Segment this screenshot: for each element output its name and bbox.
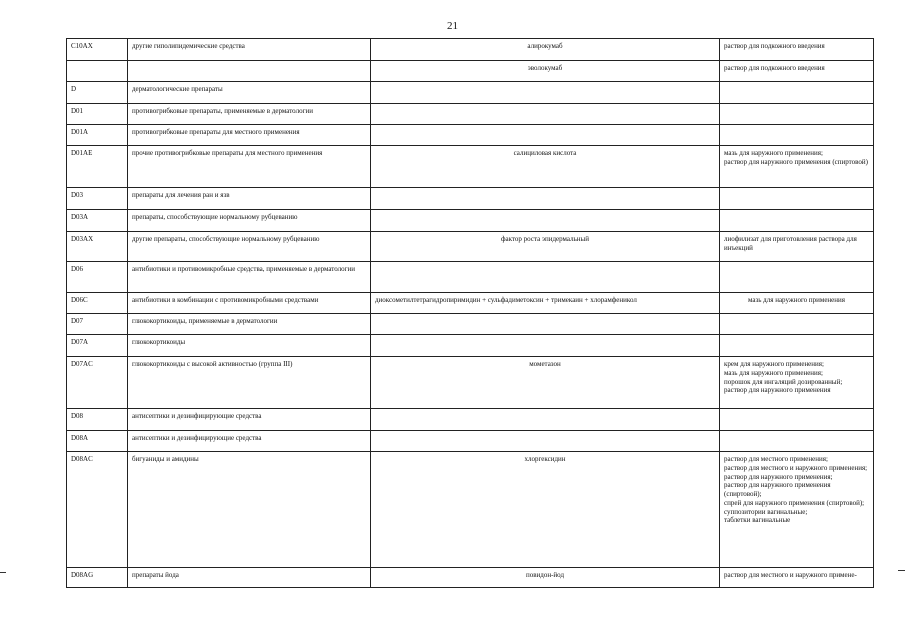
atc-code-cell: D07 xyxy=(67,314,128,335)
dosage-form-cell xyxy=(720,82,874,104)
atc-code-cell: D08 xyxy=(67,409,128,431)
atc-code-cell xyxy=(67,61,128,82)
drug-name-cell: хлоргексидин xyxy=(371,452,720,568)
drug-name-cell xyxy=(371,335,720,357)
dosage-form-cell: лиофилизат для приготовления раствора для инъекций xyxy=(720,232,874,262)
table-row xyxy=(67,39,874,61)
table-row xyxy=(67,409,874,431)
group-name-cell: дерматологические препараты xyxy=(128,82,371,104)
dosage-form-cell: раствор для подкожного введения xyxy=(720,61,874,82)
atc-code-cell: D03AX xyxy=(67,232,128,262)
drug-name-cell: мометазон xyxy=(371,357,720,409)
table-row xyxy=(67,431,874,452)
dosage-form-cell xyxy=(720,431,874,452)
atc-code-cell: D07AC xyxy=(67,357,128,409)
group-name-cell: противогрибковые препараты для местного применения xyxy=(128,125,371,146)
group-name-cell: препараты, способствующие нормальному рубцеванию xyxy=(128,210,371,232)
drug-name-cell xyxy=(371,188,720,210)
drug-name-cell xyxy=(371,104,720,125)
atc-code-cell: D06C xyxy=(67,293,128,314)
drug-name-cell xyxy=(371,409,720,431)
table-row xyxy=(67,188,874,210)
group-name-cell: другие препараты, способствующие нормальному рубцеванию xyxy=(128,232,371,262)
table-row xyxy=(67,568,874,588)
dosage-form-cell xyxy=(720,314,874,335)
drug-name-cell: повидон-йод xyxy=(371,568,720,588)
table-row xyxy=(67,146,874,188)
table-row xyxy=(67,335,874,357)
table-row xyxy=(67,104,874,125)
dosage-form-cell: раствор для местного и наружного примене- xyxy=(720,568,874,588)
drug-name-cell xyxy=(371,262,720,293)
group-name-cell xyxy=(128,61,371,82)
group-name-cell: препараты для лечения ран и язв xyxy=(128,188,371,210)
table-row xyxy=(67,314,874,335)
group-name-cell: антисептики и дезинфицирующие средства xyxy=(128,409,371,431)
drug-name-cell xyxy=(371,82,720,104)
dosage-form-cell xyxy=(720,335,874,357)
table-row xyxy=(67,262,874,293)
drug-name-cell: эволокумаб xyxy=(371,61,720,82)
dosage-form-cell: раствор для местного применения; раствор для местного и наружного применения; раствор для наружного применения; раствор для наружного применения (спиртовой); спрей для наружного применения (спиртовой); суппозитории вагинальные; таблетки вагинальные xyxy=(720,452,874,568)
group-name-cell: препараты йода xyxy=(128,568,371,588)
group-name-cell: антибиотики и противомикробные средства, применяемые в дерматологии xyxy=(128,262,371,293)
atc-code-cell: C10AX xyxy=(67,39,128,61)
atc-code-cell: D07A xyxy=(67,335,128,357)
drug-name-cell xyxy=(371,314,720,335)
dosage-form-cell xyxy=(720,262,874,293)
drug-name-cell xyxy=(371,210,720,232)
drug-registry-table xyxy=(66,38,874,588)
scan-edge-mark-left xyxy=(0,572,6,573)
group-name-cell: бигуаниды и амидины xyxy=(128,452,371,568)
drug-name-cell xyxy=(371,431,720,452)
group-name-cell: прочие противогрибковые препараты для местного применения xyxy=(128,146,371,188)
table-row xyxy=(67,61,874,82)
dosage-form-cell: мазь для наружного применения xyxy=(720,293,874,314)
drug-name-cell: салициловая кислота xyxy=(371,146,720,188)
table-row xyxy=(67,357,874,409)
atc-code-cell: D03 xyxy=(67,188,128,210)
table-row xyxy=(67,232,874,262)
table-row xyxy=(67,125,874,146)
dosage-form-cell: раствор для подкожного введения xyxy=(720,39,874,61)
dosage-form-cell xyxy=(720,210,874,232)
atc-code-cell: D xyxy=(67,82,128,104)
dosage-form-cell: крем для наружного применения; мазь для наружного применения; порошок для ингаляций дозированный; раствор для наружного применения xyxy=(720,357,874,409)
group-name-cell: глюкокортикоиды с высокой активностью (группа III) xyxy=(128,357,371,409)
atc-code-cell: D01 xyxy=(67,104,128,125)
drug-name-cell: фактор роста эпидермальный xyxy=(371,232,720,262)
drug-name-cell xyxy=(371,125,720,146)
atc-code-cell: D08A xyxy=(67,431,128,452)
atc-code-cell: D03A xyxy=(67,210,128,232)
group-name-cell: глюкокортикоиды xyxy=(128,335,371,357)
table-row xyxy=(67,210,874,232)
table-row xyxy=(67,82,874,104)
drug-name-cell: алирокумаб xyxy=(371,39,720,61)
dosage-form-cell xyxy=(720,104,874,125)
group-name-cell: противогрибковые препараты, применяемые в дерматологии xyxy=(128,104,371,125)
dosage-form-cell xyxy=(720,125,874,146)
atc-code-cell: D08AG xyxy=(67,568,128,588)
group-name-cell: антибиотики в комбинации с противомикробными средствами xyxy=(128,293,371,314)
atc-code-cell: D08AC xyxy=(67,452,128,568)
atc-code-cell: D01A xyxy=(67,125,128,146)
dosage-form-cell: мазь для наружного применения; раствор для наружного применения (спиртовой) xyxy=(720,146,874,188)
table-row xyxy=(67,452,874,568)
group-name-cell: другие гиполипидемические средства xyxy=(128,39,371,61)
atc-code-cell: D01AE xyxy=(67,146,128,188)
page-number: 21 xyxy=(447,20,458,32)
group-name-cell: глюкокортикоиды, применяемые в дерматологии xyxy=(128,314,371,335)
dosage-form-cell xyxy=(720,409,874,431)
dosage-form-cell xyxy=(720,188,874,210)
atc-code-cell: D06 xyxy=(67,262,128,293)
group-name-cell: антисептики и дезинфицирующие средства xyxy=(128,431,371,452)
table-row xyxy=(67,293,874,314)
drug-name-cell: диоксометилтетрагидропиримидин + сульфадиметоксин + тримекаин + хлорамфеникол xyxy=(371,293,720,314)
scan-edge-mark-right xyxy=(898,570,905,571)
